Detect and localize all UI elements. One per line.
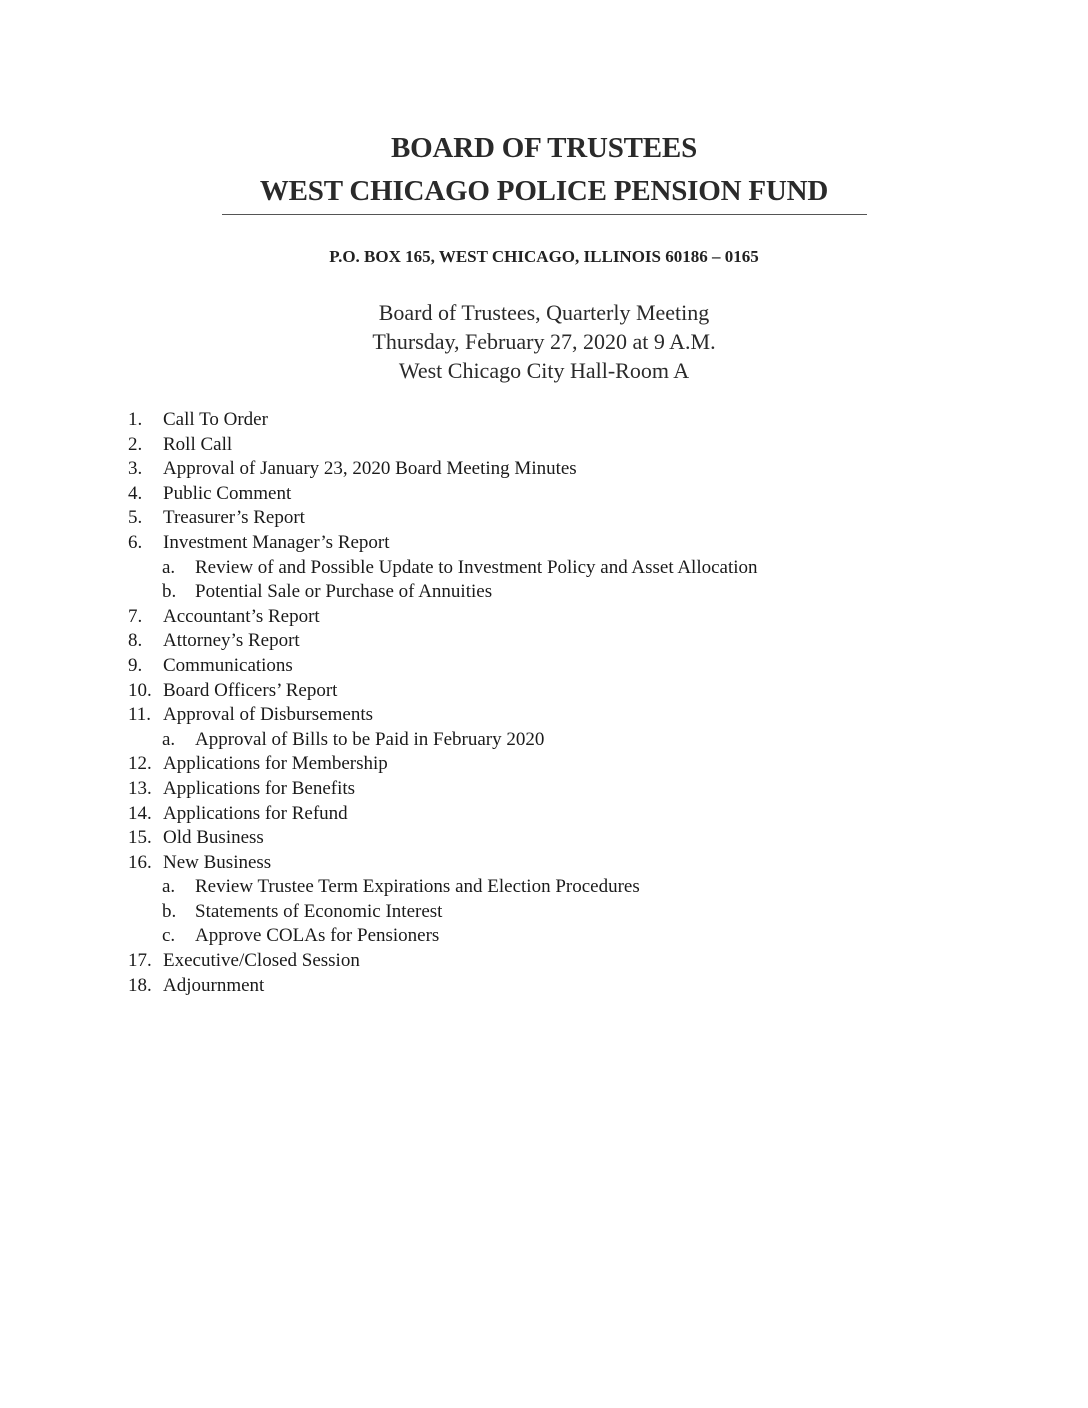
agenda-item [0, 802, 1088, 827]
agenda-item [0, 974, 1088, 999]
agenda-subitem-letter: a. [162, 876, 176, 898]
agenda-item-text: Board Officers’ Report [163, 679, 338, 701]
agenda-item-number: 16. [128, 851, 152, 873]
agenda-subitem-text: Approval of Bills to be Paid in February 2020 [195, 728, 545, 750]
agenda-subitem [0, 924, 1088, 949]
agenda-item-number: 3. [128, 458, 143, 480]
agenda-item [0, 679, 1088, 704]
agenda-subitem [0, 556, 1088, 581]
agenda-item-number: 11. [128, 704, 152, 726]
agenda-item-number: 7. [128, 605, 143, 627]
agenda-item-text: Call To Order [163, 409, 268, 430]
agenda-item-number: 17. [128, 950, 152, 972]
agenda-subitem [0, 728, 1088, 753]
agenda-item-text: Applications for Benefits [163, 777, 356, 799]
meeting-datetime: Thursday, February 27, 2020 at 9 A.M. [372, 329, 716, 354]
agenda-item-text: Treasurer’s Report [163, 507, 305, 529]
document-subtitle: WEST CHICAGO POLICE PENSION FUND [259, 175, 829, 207]
agenda-list [0, 408, 1088, 998]
agenda-item [0, 433, 1088, 458]
meeting-location: West Chicago City Hall-Room A [398, 358, 690, 383]
agenda-item [0, 654, 1088, 679]
agenda-item-number: 5. [128, 507, 143, 529]
agenda-item-number: 1. [128, 409, 143, 430]
agenda-item-text: Accountant’s Report [163, 605, 320, 627]
agenda-subitem-text: Review Trustee Term Expirations and Election Procedures [195, 876, 640, 898]
agenda-item-text: Roll Call [163, 433, 233, 455]
agenda-item-text: Applications for Refund [163, 802, 348, 824]
agenda-item-number: 15. [128, 827, 152, 849]
meeting-type: Board of Trustees, Quarterly Meeting [378, 300, 710, 325]
agenda-item-text: Public Comment [163, 482, 292, 504]
agenda-item-text: Approval of Disbursements [163, 704, 374, 726]
agenda-subitem-letter: b. [162, 581, 177, 603]
agenda-item [0, 605, 1088, 630]
agenda-subitem-letter: c. [162, 925, 176, 947]
agenda-item-text: New Business [163, 851, 272, 873]
agenda-item [0, 506, 1088, 531]
agenda-subitem-text: Review of and Possible Update to Investment Policy and Asset Allocation [195, 556, 758, 578]
agenda-item-number: 13. [128, 777, 152, 799]
agenda-item [0, 752, 1088, 777]
mailing-address: P.O. BOX 165, WEST CHICAGO, ILLINOIS 60186 – 0165 [329, 247, 759, 266]
agenda-item-text: Adjournment [163, 974, 265, 996]
agenda-item-text: Investment Manager’s Report [163, 531, 390, 553]
title-divider [222, 214, 867, 215]
agenda-item [0, 851, 1088, 876]
agenda-item-text: Communications [163, 654, 293, 676]
agenda-item [0, 826, 1088, 851]
agenda-item [0, 408, 1088, 433]
agenda-subitem-text: Approve COLAs for Pensioners [195, 925, 440, 947]
agenda-subitem-letter: b. [162, 900, 177, 922]
document-title: BOARD OF TRUSTEES [390, 132, 697, 164]
agenda-item-number: 8. [128, 630, 143, 652]
agenda-item [0, 777, 1088, 802]
agenda-subitem [0, 580, 1088, 605]
agenda-item-text: Applications for Membership [163, 753, 388, 775]
agenda-subitem [0, 900, 1088, 925]
agenda-item-number: 4. [128, 482, 143, 504]
agenda-item-number: 14. [128, 802, 152, 824]
agenda-item-text: Attorney’s Report [163, 630, 300, 652]
agenda-item [0, 457, 1088, 482]
agenda-subitem-letter: a. [162, 556, 176, 578]
agenda-item [0, 703, 1088, 728]
agenda-item [0, 531, 1088, 556]
agenda-item [0, 482, 1088, 507]
agenda-item-number: 18. [128, 974, 152, 996]
agenda-subitem-text: Statements of Economic Interest [195, 900, 443, 922]
agenda-item [0, 949, 1088, 974]
agenda-item-number: 6. [128, 531, 143, 553]
agenda-subitem [0, 875, 1088, 900]
agenda-subitem-text: Potential Sale or Purchase of Annuities [195, 581, 493, 603]
agenda-item [0, 629, 1088, 654]
agenda-item-number: 10. [128, 679, 152, 701]
agenda-subitem-letter: a. [162, 728, 176, 750]
agenda-item-text: Approval of January 23, 2020 Board Meeting Minutes [163, 458, 577, 480]
agenda-item-number: 12. [128, 753, 152, 775]
agenda-item-number: 9. [128, 654, 143, 676]
agenda-item-number: 2. [128, 433, 143, 455]
agenda-item-text: Old Business [163, 827, 264, 849]
agenda-item-text: Executive/Closed Session [163, 950, 360, 972]
